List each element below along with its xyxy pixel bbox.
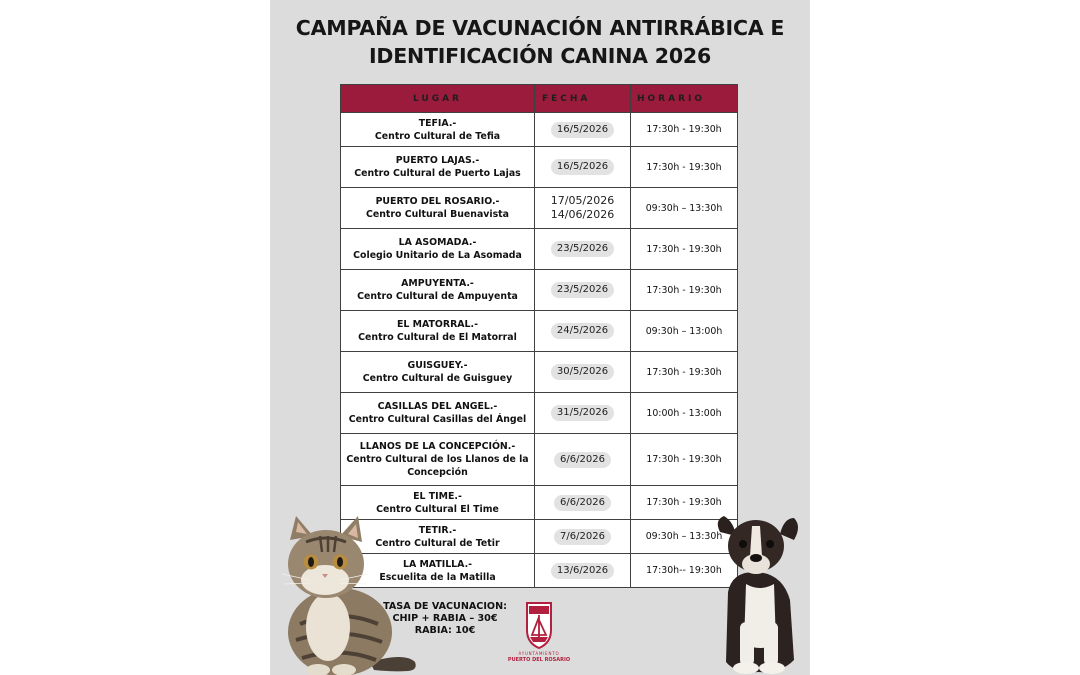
cell-lugar	[341, 434, 535, 486]
cell-lugar	[341, 393, 535, 434]
cell-horario: 09:30h – 13:30h	[631, 188, 738, 229]
table-row	[341, 270, 738, 311]
town-name: CASILLAS DEL ANGEL.-	[377, 401, 498, 412]
fee-rabia: RABIA: 10€	[414, 625, 476, 636]
town-name: PUERTO LAJAS.-	[395, 155, 480, 166]
title-line-1: CAMPAÑA DE VACUNACIÓN ANTIRRÁBICA E	[295, 16, 785, 40]
venue-name: Centro Cultural de Ampuyenta	[357, 291, 518, 302]
date-value: 23/5/2026	[551, 241, 614, 257]
table-header-row	[341, 85, 738, 113]
tabby-cat-icon	[270, 512, 420, 675]
cell-lugar	[341, 147, 535, 188]
venue-name: Centro Cultural de Tefia	[374, 130, 501, 142]
cell-fecha	[535, 270, 631, 311]
town-name: EL TIME.-	[413, 490, 462, 502]
logo-line-2: PUERTO DEL ROSARIO	[508, 657, 570, 663]
cell-horario: 17:30h - 19:30h	[631, 270, 738, 311]
cell-horario: 17:30h - 19:30h	[631, 352, 738, 393]
cell-lugar	[341, 352, 535, 393]
table-row	[341, 147, 738, 188]
cell-lugar	[341, 311, 535, 352]
cell-horario: 17:30h - 19:30h	[631, 486, 738, 520]
town-name: LA ASOMADA.-	[398, 237, 477, 248]
cell-horario: 17:30h - 19:30h	[631, 147, 738, 188]
town-name: GUISGUEY.-	[407, 360, 468, 371]
venue-name: Colegio Unitario de La Asomada	[353, 250, 522, 261]
cell-lugar	[341, 270, 535, 311]
date-value: 13/6/2026	[551, 563, 614, 579]
venue-name: Centro Cultural de Guisguey	[362, 373, 513, 384]
date-value: 30/5/2026	[551, 364, 614, 380]
logo-line-1: AYUNTAMIENTO	[518, 651, 560, 656]
venue-name: Centro Cultural de Puerto Lajas	[354, 168, 521, 179]
table-row	[341, 352, 738, 393]
town-name: EL MATORRAL.-	[397, 319, 478, 330]
cell-fecha	[535, 188, 631, 229]
puppy-dog-icon	[710, 512, 810, 675]
cell-fecha	[535, 311, 631, 352]
table-row	[341, 229, 738, 270]
town-name: AMPUYENTA.-	[401, 278, 474, 289]
cell-horario: 10:00h - 13:00h	[631, 393, 738, 434]
date-value: 16/5/2026	[551, 122, 614, 138]
cell-lugar	[341, 113, 535, 147]
venue-name: Centro Cultural Casillas del Ángel	[348, 414, 527, 425]
venue-name: Centro Cultural de El Matorral	[358, 332, 517, 343]
venue-name: Centro Cultural Buenavista	[366, 209, 509, 220]
town-name: LA MATILLA.-	[402, 558, 473, 570]
date-value: 24/5/2026	[551, 323, 614, 339]
table-row	[341, 113, 738, 147]
town-name: LLANOS DE LA CONCEPCIÓN.-	[359, 441, 516, 452]
date-value: 16/5/2026	[551, 159, 614, 175]
header-horario: HORARIO	[631, 85, 738, 113]
cell-fecha	[535, 434, 631, 486]
cell-fecha	[535, 393, 631, 434]
cell-fecha	[535, 554, 631, 588]
table-row	[341, 393, 738, 434]
fee-chip-rabia: CHIP + RABIA – 30€	[392, 613, 498, 624]
date-value: 6/6/2026	[554, 452, 611, 468]
cell-fecha	[535, 147, 631, 188]
fees-title: TASA DE VACUNACION:	[383, 601, 507, 612]
date-value: 17/05/2026	[550, 194, 615, 207]
venue-name: Centro Cultural El Time	[376, 503, 499, 515]
cell-horario: 09:30h – 13:30h	[631, 520, 738, 554]
header-lugar: LUGAR	[341, 85, 535, 113]
cell-horario: 09:30h – 13:00h	[631, 311, 738, 352]
cell-lugar	[341, 229, 535, 270]
page-title	[270, 14, 810, 70]
cell-fecha	[535, 520, 631, 554]
cell-lugar	[341, 188, 535, 229]
date-value: 31/5/2026	[551, 405, 614, 421]
table-row	[341, 311, 738, 352]
venue-name: Escuelita de la Matilla	[379, 571, 496, 583]
cell-horario: 17:30h - 19:30h	[631, 113, 738, 147]
date-value: 23/5/2026	[551, 282, 614, 298]
venue-name: Centro Cultural de Tetir	[375, 537, 500, 549]
cell-fecha	[535, 486, 631, 520]
town-name: TEFIA.-	[418, 117, 457, 129]
table-row	[341, 434, 738, 486]
cell-fecha	[535, 229, 631, 270]
cell-horario: 17:30h-- 19:30h	[631, 554, 738, 588]
poster	[270, 0, 810, 675]
date-value: 7/6/2026	[554, 529, 611, 545]
table-row	[341, 188, 738, 229]
cell-fecha	[535, 113, 631, 147]
puerto-del-rosario-crest-icon	[508, 600, 570, 664]
cell-horario: 17:30h - 19:30h	[631, 229, 738, 270]
header-fecha: FECHA	[535, 85, 631, 113]
cell-horario: 17:30h - 19:30h	[631, 434, 738, 486]
cell-fecha	[535, 352, 631, 393]
town-name: PUERTO DEL ROSARIO.-	[375, 196, 500, 207]
date-value: 14/06/2026	[550, 208, 615, 221]
date-value: 6/6/2026	[554, 495, 611, 511]
title-line-2: IDENTIFICACIÓN CANINA 2026	[368, 44, 712, 68]
town-name: TETIR.-	[418, 524, 457, 536]
venue-name: Centro Cultural de los Llanos de la Concepción	[346, 454, 529, 478]
